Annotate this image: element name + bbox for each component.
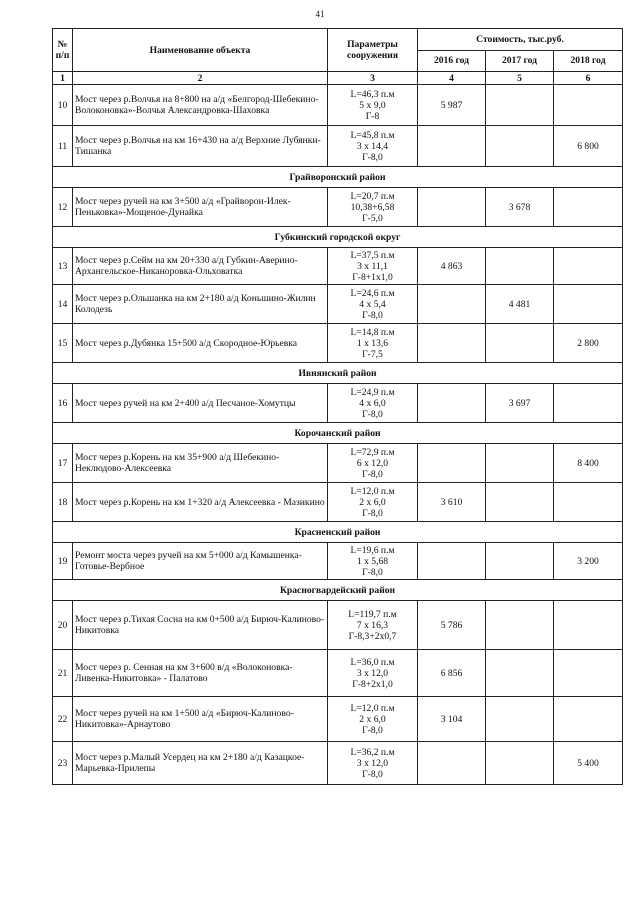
param-line: 3 x 12,0: [356, 757, 389, 769]
cost-2018: [554, 483, 623, 522]
param-line: Г-8,0: [362, 309, 383, 321]
param-line: L=19,6 п.м: [350, 544, 395, 556]
row-number: 15: [53, 324, 73, 363]
param-line: L=119,7 п.м: [348, 608, 397, 620]
param-line: 10,38+6,58: [350, 201, 395, 213]
param-line: Г-8,0: [362, 724, 383, 736]
table-row: [53, 650, 623, 697]
param-line: Г-8,0: [362, 408, 383, 420]
object-name: Мост через р.Тихая Сосна на км 0+500 а/д Бирюч-Калиново-Никитовка: [73, 601, 328, 650]
object-params: [328, 285, 418, 324]
header-row: [53, 29, 623, 51]
param-line: L=20,7 п.м: [350, 190, 395, 202]
object-name: Мост через р. Сенная на км 3+600 в/д «Волоконовка-Ливенка-Никитовка» - Палатово: [73, 650, 328, 697]
cost-2018: 6 800: [554, 126, 623, 167]
col-number-5: 5: [486, 72, 554, 85]
object-name: Мост через р.Волчья на км 16+430 на а/д Верхние Лубянки-Тишанка: [73, 126, 328, 167]
object-name: Мост через ручей на км 2+400 а/д Песчаное-Хомутцы: [73, 384, 328, 423]
object-name: Мост через р.Ольшанка на км 2+180 а/д Коньшино-Жилин Колодезь: [73, 285, 328, 324]
object-params: [328, 742, 418, 785]
param-line: Г-8,3+2x0,7: [348, 630, 397, 642]
row-number: 12: [53, 188, 73, 227]
col-number-4: 4: [418, 72, 486, 85]
cost-2016: [418, 188, 486, 227]
cost-2017: [486, 483, 554, 522]
col-number-3: 3: [328, 72, 418, 85]
district-title: Грайворонский район: [53, 167, 623, 188]
param-line: L=45,8 п.м: [350, 129, 395, 141]
object-name: Мост через р.Корень на км 1+320 а/д Алексеевка - Мазикино: [73, 483, 328, 522]
param-line: L=36,2 п.м: [350, 746, 395, 758]
param-line: Г-8,0: [362, 507, 383, 519]
row-number: 19: [53, 543, 73, 580]
param-line: 1 x 13,6: [356, 337, 389, 349]
col-number-6: 6: [554, 72, 623, 85]
param-line: L=14,8 п.м: [350, 326, 395, 338]
object-params: [328, 697, 418, 742]
cost-2016: 5 786: [418, 601, 486, 650]
row-number: 17: [53, 444, 73, 483]
cost-2017: [486, 85, 554, 126]
object-params: [328, 444, 418, 483]
cost-2017: 3 697: [486, 384, 554, 423]
header-year-2016: 2016 год: [418, 50, 486, 72]
header-cost: Стоимость, тыс.руб.: [418, 29, 623, 51]
param-line: 4 x 5,4: [359, 298, 386, 310]
param-line: 2 x 6,0: [359, 713, 386, 725]
param-line: 5 x 9,0: [359, 99, 386, 111]
param-line: Г-8+1x1,0: [352, 271, 393, 283]
param-line: L=37,5 п.м: [350, 249, 395, 261]
cost-2018: [554, 384, 623, 423]
row-number: 14: [53, 285, 73, 324]
row-number: 16: [53, 384, 73, 423]
param-line: Г-5,0: [362, 212, 383, 224]
cost-2016: 3 610: [418, 483, 486, 522]
district-row: [53, 227, 623, 248]
cost-2017: [486, 650, 554, 697]
cost-2016: [418, 543, 486, 580]
object-params: [328, 188, 418, 227]
district-row: [53, 167, 623, 188]
district-title: Красногвардейский район: [53, 580, 623, 601]
table-row: [53, 324, 623, 363]
district-title: Красненский район: [53, 522, 623, 543]
cost-2016: 6 856: [418, 650, 486, 697]
object-params: [328, 384, 418, 423]
header-name: Наименование объекта: [73, 29, 328, 72]
header-year-2017: 2017 год: [486, 50, 554, 72]
param-line: Г-8+2x1,0: [352, 678, 393, 690]
table-row: [53, 742, 623, 785]
cost-2016: [418, 384, 486, 423]
cost-2017: [486, 444, 554, 483]
param-line: 7 x 16,3: [356, 619, 389, 631]
object-params: [328, 650, 418, 697]
table-row: [53, 248, 623, 285]
object-params: [328, 248, 418, 285]
cost-2018: [554, 85, 623, 126]
cost-2017: [486, 543, 554, 580]
cost-2017: [486, 324, 554, 363]
bridge-cost-table: [52, 28, 623, 785]
row-number: 11: [53, 126, 73, 167]
param-line: L=46,3 п.м: [350, 88, 395, 100]
cost-2018: 3 200: [554, 543, 623, 580]
param-line: L=36,0 п.м: [350, 656, 395, 668]
object-name: Мост через р.Волчья на 8+800 на а/д «Белгород-Шебекино-Волоконовка»-Волчья Александровка-Шаховка: [73, 85, 328, 126]
cost-2016: 3 104: [418, 697, 486, 742]
param-line: Г-8,0: [362, 468, 383, 480]
object-params: [328, 483, 418, 522]
table-row: [53, 188, 623, 227]
district-title: Корочанский район: [53, 423, 623, 444]
cost-2018: [554, 188, 623, 227]
page-number: 41: [315, 9, 325, 19]
cost-2018: [554, 697, 623, 742]
col-number-2: 2: [73, 72, 328, 85]
object-name: Ремонт моста через ручей на км 5+000 а/д Камышенка-Готовье-Вербное: [73, 543, 328, 580]
param-line: L=72,9 п.м: [350, 446, 395, 458]
district-row: [53, 363, 623, 384]
table-row: [53, 384, 623, 423]
row-number: 23: [53, 742, 73, 785]
cost-2018: 8 400: [554, 444, 623, 483]
cost-2016: [418, 126, 486, 167]
object-params: [328, 543, 418, 580]
cost-2017: [486, 742, 554, 785]
param-line: Г-7,5: [362, 348, 383, 360]
district-title: Ивнянский район: [53, 363, 623, 384]
object-params: [328, 85, 418, 126]
param-line: 3 x 11,1: [357, 260, 388, 272]
district-row: [53, 423, 623, 444]
object-params: [328, 126, 418, 167]
table-row: [53, 543, 623, 580]
object-params: [328, 601, 418, 650]
table-row: [53, 697, 623, 742]
header-params: Параметры сооружения: [328, 29, 418, 72]
param-line: 3 x 14,4: [356, 140, 389, 152]
param-line: 6 x 12,0: [356, 457, 389, 469]
table-row: [53, 285, 623, 324]
object-name: Мост через ручей на км 3+500 а/д «Грайворон-Илек-Пеньковка»-Мощеное-Дунайка: [73, 188, 328, 227]
cost-2017: [486, 248, 554, 285]
header-year-2018: 2018 год: [554, 50, 623, 72]
param-line: Г-8,0: [362, 768, 383, 780]
param-line: L=24,9 п.м: [350, 386, 395, 398]
cost-2018: 5 400: [554, 742, 623, 785]
param-line: 2 x 6,0: [359, 496, 386, 508]
cost-2017: 3 678: [486, 188, 554, 227]
cost-2017: [486, 697, 554, 742]
row-number: 22: [53, 697, 73, 742]
cost-2018: [554, 248, 623, 285]
param-line: 4 x 6,0: [359, 397, 386, 409]
row-number: 20: [53, 601, 73, 650]
table-row: [53, 126, 623, 167]
cost-2017: [486, 601, 554, 650]
table-row: [53, 444, 623, 483]
table-row: [53, 85, 623, 126]
row-number: 10: [53, 85, 73, 126]
col-number-1: 1: [53, 72, 73, 85]
cost-2016: [418, 742, 486, 785]
object-name: Мост через ручей на км 1+500 а/д «Бирюч-Калиново-Никитовка»-Арнаутово: [73, 697, 328, 742]
cost-2018: [554, 650, 623, 697]
cost-2016: [418, 285, 486, 324]
param-line: Г-8: [365, 110, 380, 122]
district-row: [53, 522, 623, 543]
cost-2016: [418, 444, 486, 483]
param-line: 1 x 5,68: [356, 555, 389, 567]
object-name: Мост через р.Малый Усердец на км 2+180 а/д Казацкое-Марьевка-Прилепы: [73, 742, 328, 785]
row-number: 18: [53, 483, 73, 522]
district-title: Губкинский городской округ: [53, 227, 623, 248]
district-row: [53, 580, 623, 601]
column-numbers-row: [53, 72, 623, 85]
cost-2018: 2 800: [554, 324, 623, 363]
header-num: № п/п: [53, 29, 73, 72]
param-line: Г-8,0: [362, 151, 383, 163]
object-name: Мост через р.Корень на км 35+900 а/д Шебекино-Неклюдово-Алексеевка: [73, 444, 328, 483]
param-line: 3 x 12,0: [356, 667, 389, 679]
object-params: [328, 324, 418, 363]
cost-2016: 4 863: [418, 248, 486, 285]
table-row: [53, 483, 623, 522]
param-line: Г-8,0: [362, 566, 383, 578]
object-name: Мост через р.Сейм на км 20+330 а/д Губкин-Аверино-Архангельское-Никаноровка-Ольховатка: [73, 248, 328, 285]
cost-2017: 4 481: [486, 285, 554, 324]
table-row: [53, 601, 623, 650]
cost-2018: [554, 285, 623, 324]
param-line: L=12,0 п.м: [350, 702, 395, 714]
cost-2016: [418, 324, 486, 363]
object-name: Мост через р.Дубянка 15+500 а/д Скородное-Юрьевка: [73, 324, 328, 363]
param-line: L=24,6 п.м: [350, 287, 395, 299]
row-number: 13: [53, 248, 73, 285]
cost-2018: [554, 601, 623, 650]
cost-2017: [486, 126, 554, 167]
cost-2016: 5 987: [418, 85, 486, 126]
row-number: 21: [53, 650, 73, 697]
param-line: L=12,0 п.м: [350, 485, 395, 497]
